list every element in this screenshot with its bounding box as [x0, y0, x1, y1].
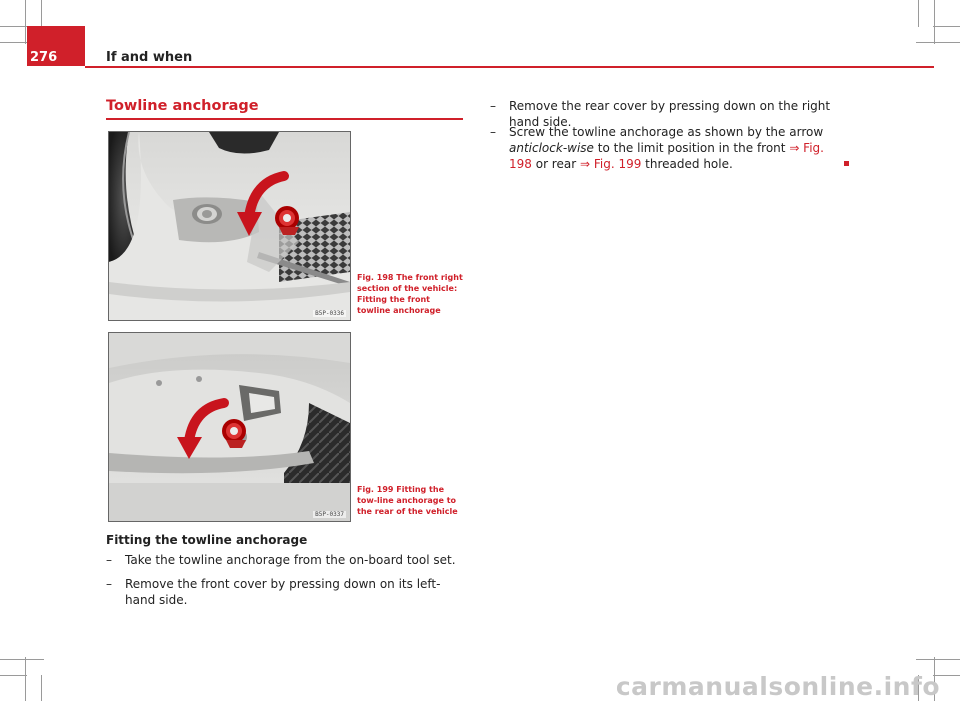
step-text: Remove the rear cover by pressing down on the right hand side. [509, 99, 831, 129]
list-dash: – [490, 125, 496, 139]
step-text: Remove the front cover by pressing down on its left-hand side. [125, 577, 441, 607]
step-text-part: to the limit position in the front [593, 141, 790, 155]
step-text-part: Screw the towline anchorage as shown by the arrow [509, 125, 824, 139]
end-of-section-marker [844, 161, 849, 166]
crop-mark [25, 657, 26, 701]
step-text [509, 124, 835, 172]
section-rule [106, 118, 463, 120]
list-dash: – [106, 553, 112, 567]
crop-mark [918, 0, 919, 27]
crop-mark [916, 42, 960, 43]
step-text-part: threaded hole. [641, 157, 733, 171]
figure-reference-link[interactable]: ⇒ Fig. 199 [579, 157, 642, 171]
crop-mark [0, 659, 44, 660]
figure-rear-towline [108, 332, 351, 522]
front-bumper-towline-photo-icon [109, 132, 350, 320]
crop-mark [916, 659, 960, 660]
crop-mark [0, 675, 27, 676]
list-item [106, 552, 466, 568]
figure-code: B5P-0337 [315, 511, 344, 518]
chapter-title: If and when [106, 50, 193, 65]
figure-caption: Fig. 199 Fitting the tow-line anchorage to the rear of the vehicle [357, 485, 458, 516]
subheading: Fitting the towline anchorage [106, 533, 308, 547]
figure-reference-link[interactable]: ⇒ Fig. 198 [509, 141, 824, 171]
rear-bumper-towline-photo-icon [109, 333, 350, 521]
list-dash: – [490, 99, 496, 113]
list-dash: – [106, 577, 112, 591]
list-item [490, 124, 835, 172]
crop-mark [41, 0, 42, 27]
step-text-part: or rear [531, 157, 580, 171]
figure-caption: Fig. 198 The front right section of the vehicle: Fitting the front towline anchorage [357, 273, 463, 315]
crop-mark [41, 675, 42, 701]
crop-mark [25, 0, 26, 44]
crop-mark [934, 0, 935, 44]
crop-mark [0, 26, 27, 27]
step-text: Take the towline anchorage from the on-board tool set. [125, 553, 456, 567]
emphasis-text: anticlock-wise [509, 141, 594, 155]
list-item [106, 576, 466, 608]
section-title: Towline anchorage [106, 98, 259, 114]
page-number: 276 [30, 50, 58, 65]
figure-code: B5P-0336 [315, 310, 344, 317]
figure-front-towline [108, 131, 351, 321]
watermark: carmanualsonline.info [615, 672, 940, 701]
crop-mark [933, 26, 960, 27]
header-rule [85, 66, 934, 68]
